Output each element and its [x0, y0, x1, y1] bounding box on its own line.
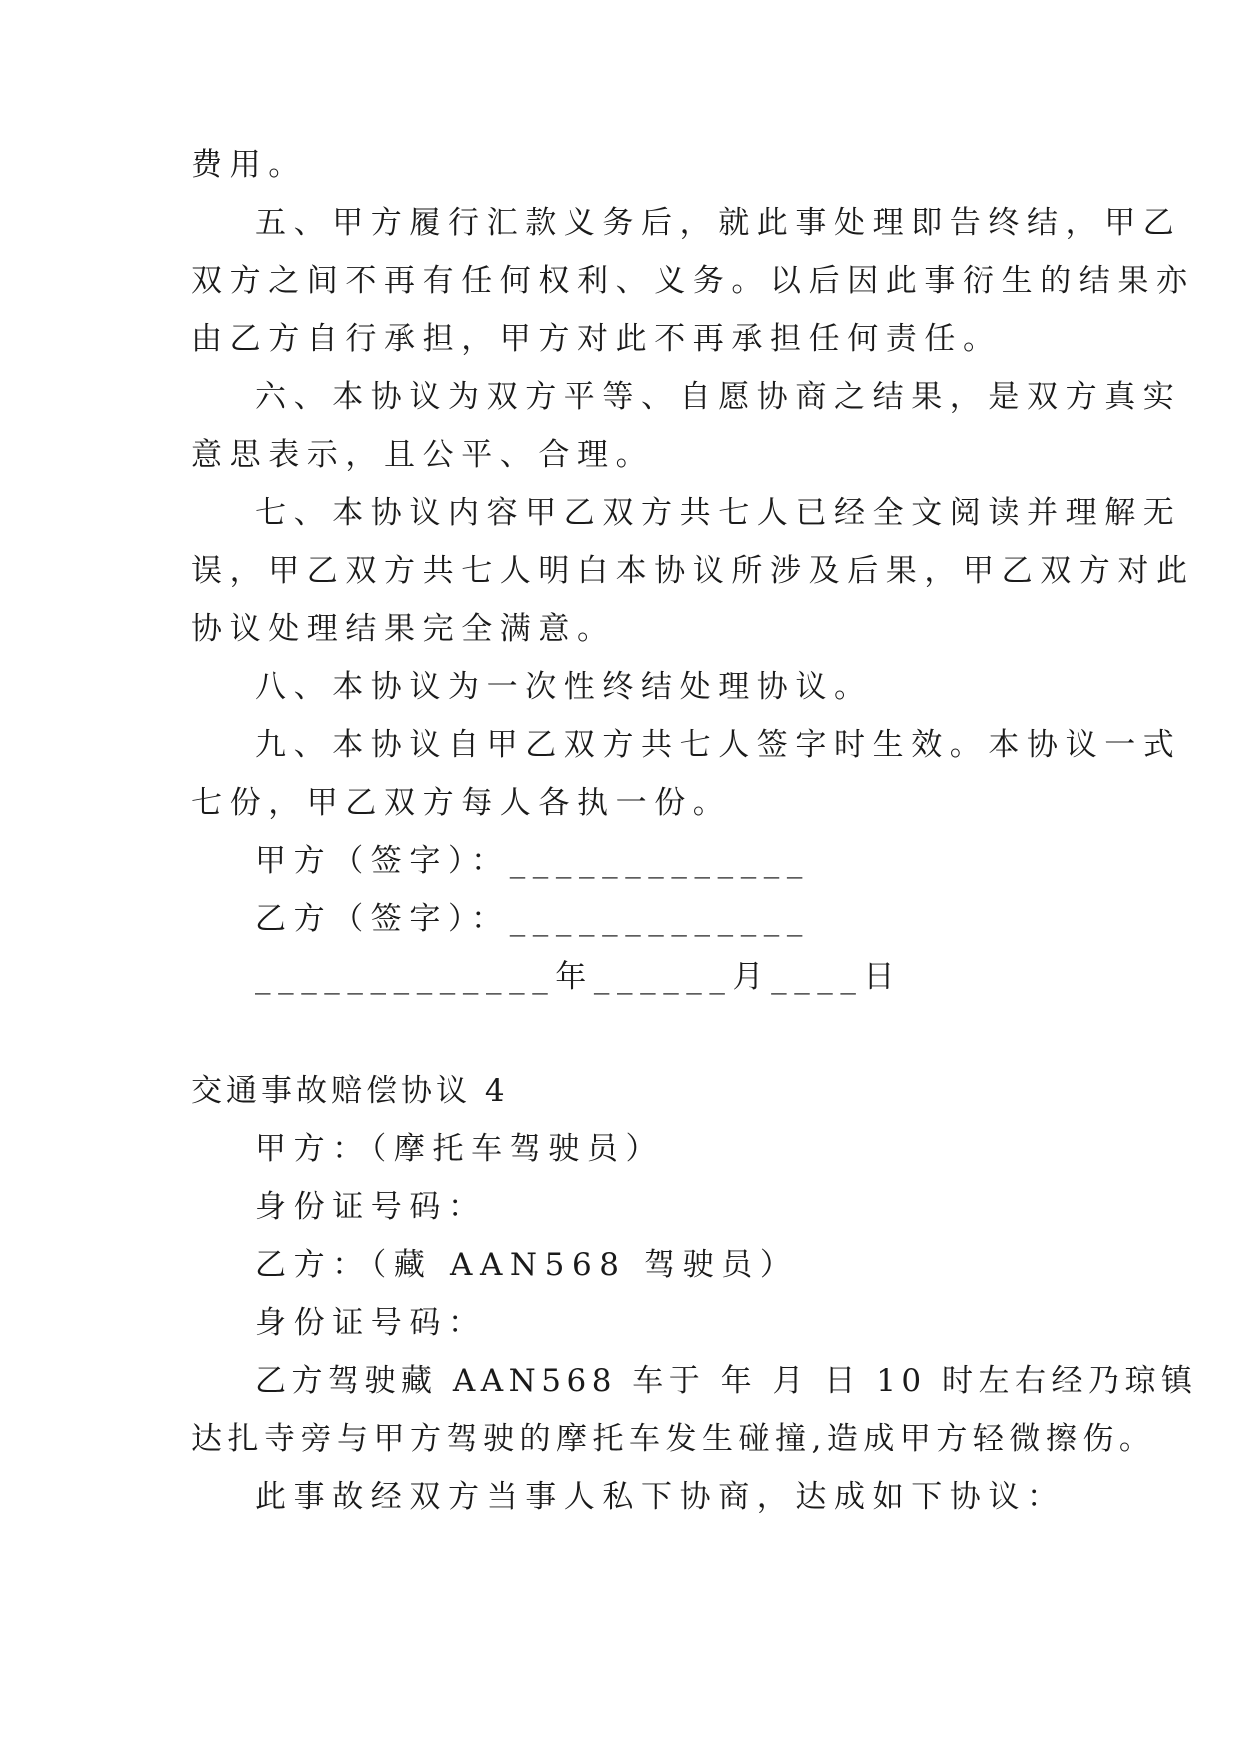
- id-number-label: 身份证号码：: [255, 1189, 487, 1225]
- paragraph-line: 由乙方自行承担，甲方对此不再承担任何责任。: [191, 321, 1002, 357]
- paragraph-line: 达扎寺旁与甲方驾驶的摩托车发生碰撞,造成甲方轻微擦伤。: [191, 1421, 1156, 1457]
- signature-date: _____________年______月____日: [255, 959, 903, 995]
- paragraph-line: 协议处理结果完全满意。: [191, 611, 616, 647]
- paragraph-line: 双方之间不再有任何权利、义务。以后因此事衍生的结果亦: [191, 263, 1195, 299]
- id-number-label: 身份证号码：: [255, 1305, 487, 1341]
- paragraph-line: 七份，甲乙双方每人各执一份。: [191, 785, 732, 821]
- party-b-label: 乙方：（藏 AAN568 驾驶员）: [255, 1247, 799, 1283]
- paragraph-line: 误，甲乙双方共七人明白本协议所涉及后果，甲乙双方对此: [191, 553, 1195, 589]
- paragraph-line: 此事故经双方当事人私下协商，达成如下协议：: [255, 1479, 1066, 1515]
- section-title: 交通事故赔偿协议 4: [191, 1073, 509, 1109]
- paragraph-line: 九、本协议自甲乙双方共七人签字时生效。本协议一式: [255, 727, 1182, 763]
- paragraph-line: 五、甲方履行汇款义务后，就此事处理即告终结，甲乙: [255, 205, 1182, 241]
- paragraph-line: 乙方驾驶藏 AAN568 车于 年 月 日 10 时左右经乃琼镇: [255, 1363, 1198, 1399]
- paragraph-line: 费用。: [191, 147, 307, 183]
- signature-party-a: 甲方（签字）：_____________: [255, 843, 810, 879]
- signature-party-b: 乙方（签字）：_____________: [255, 901, 810, 937]
- party-a-label: 甲方：（摩托车驾驶员）: [255, 1131, 665, 1167]
- paragraph-line: 八、本协议为一次性终结处理协议。: [255, 669, 873, 705]
- paragraph-line: 意思表示，且公平、合理。: [191, 437, 655, 473]
- paragraph-line: 六、本协议为双方平等、自愿协商之结果，是双方真实: [255, 379, 1182, 415]
- paragraph-line: 七、本协议内容甲乙双方共七人已经全文阅读并理解无: [255, 495, 1182, 531]
